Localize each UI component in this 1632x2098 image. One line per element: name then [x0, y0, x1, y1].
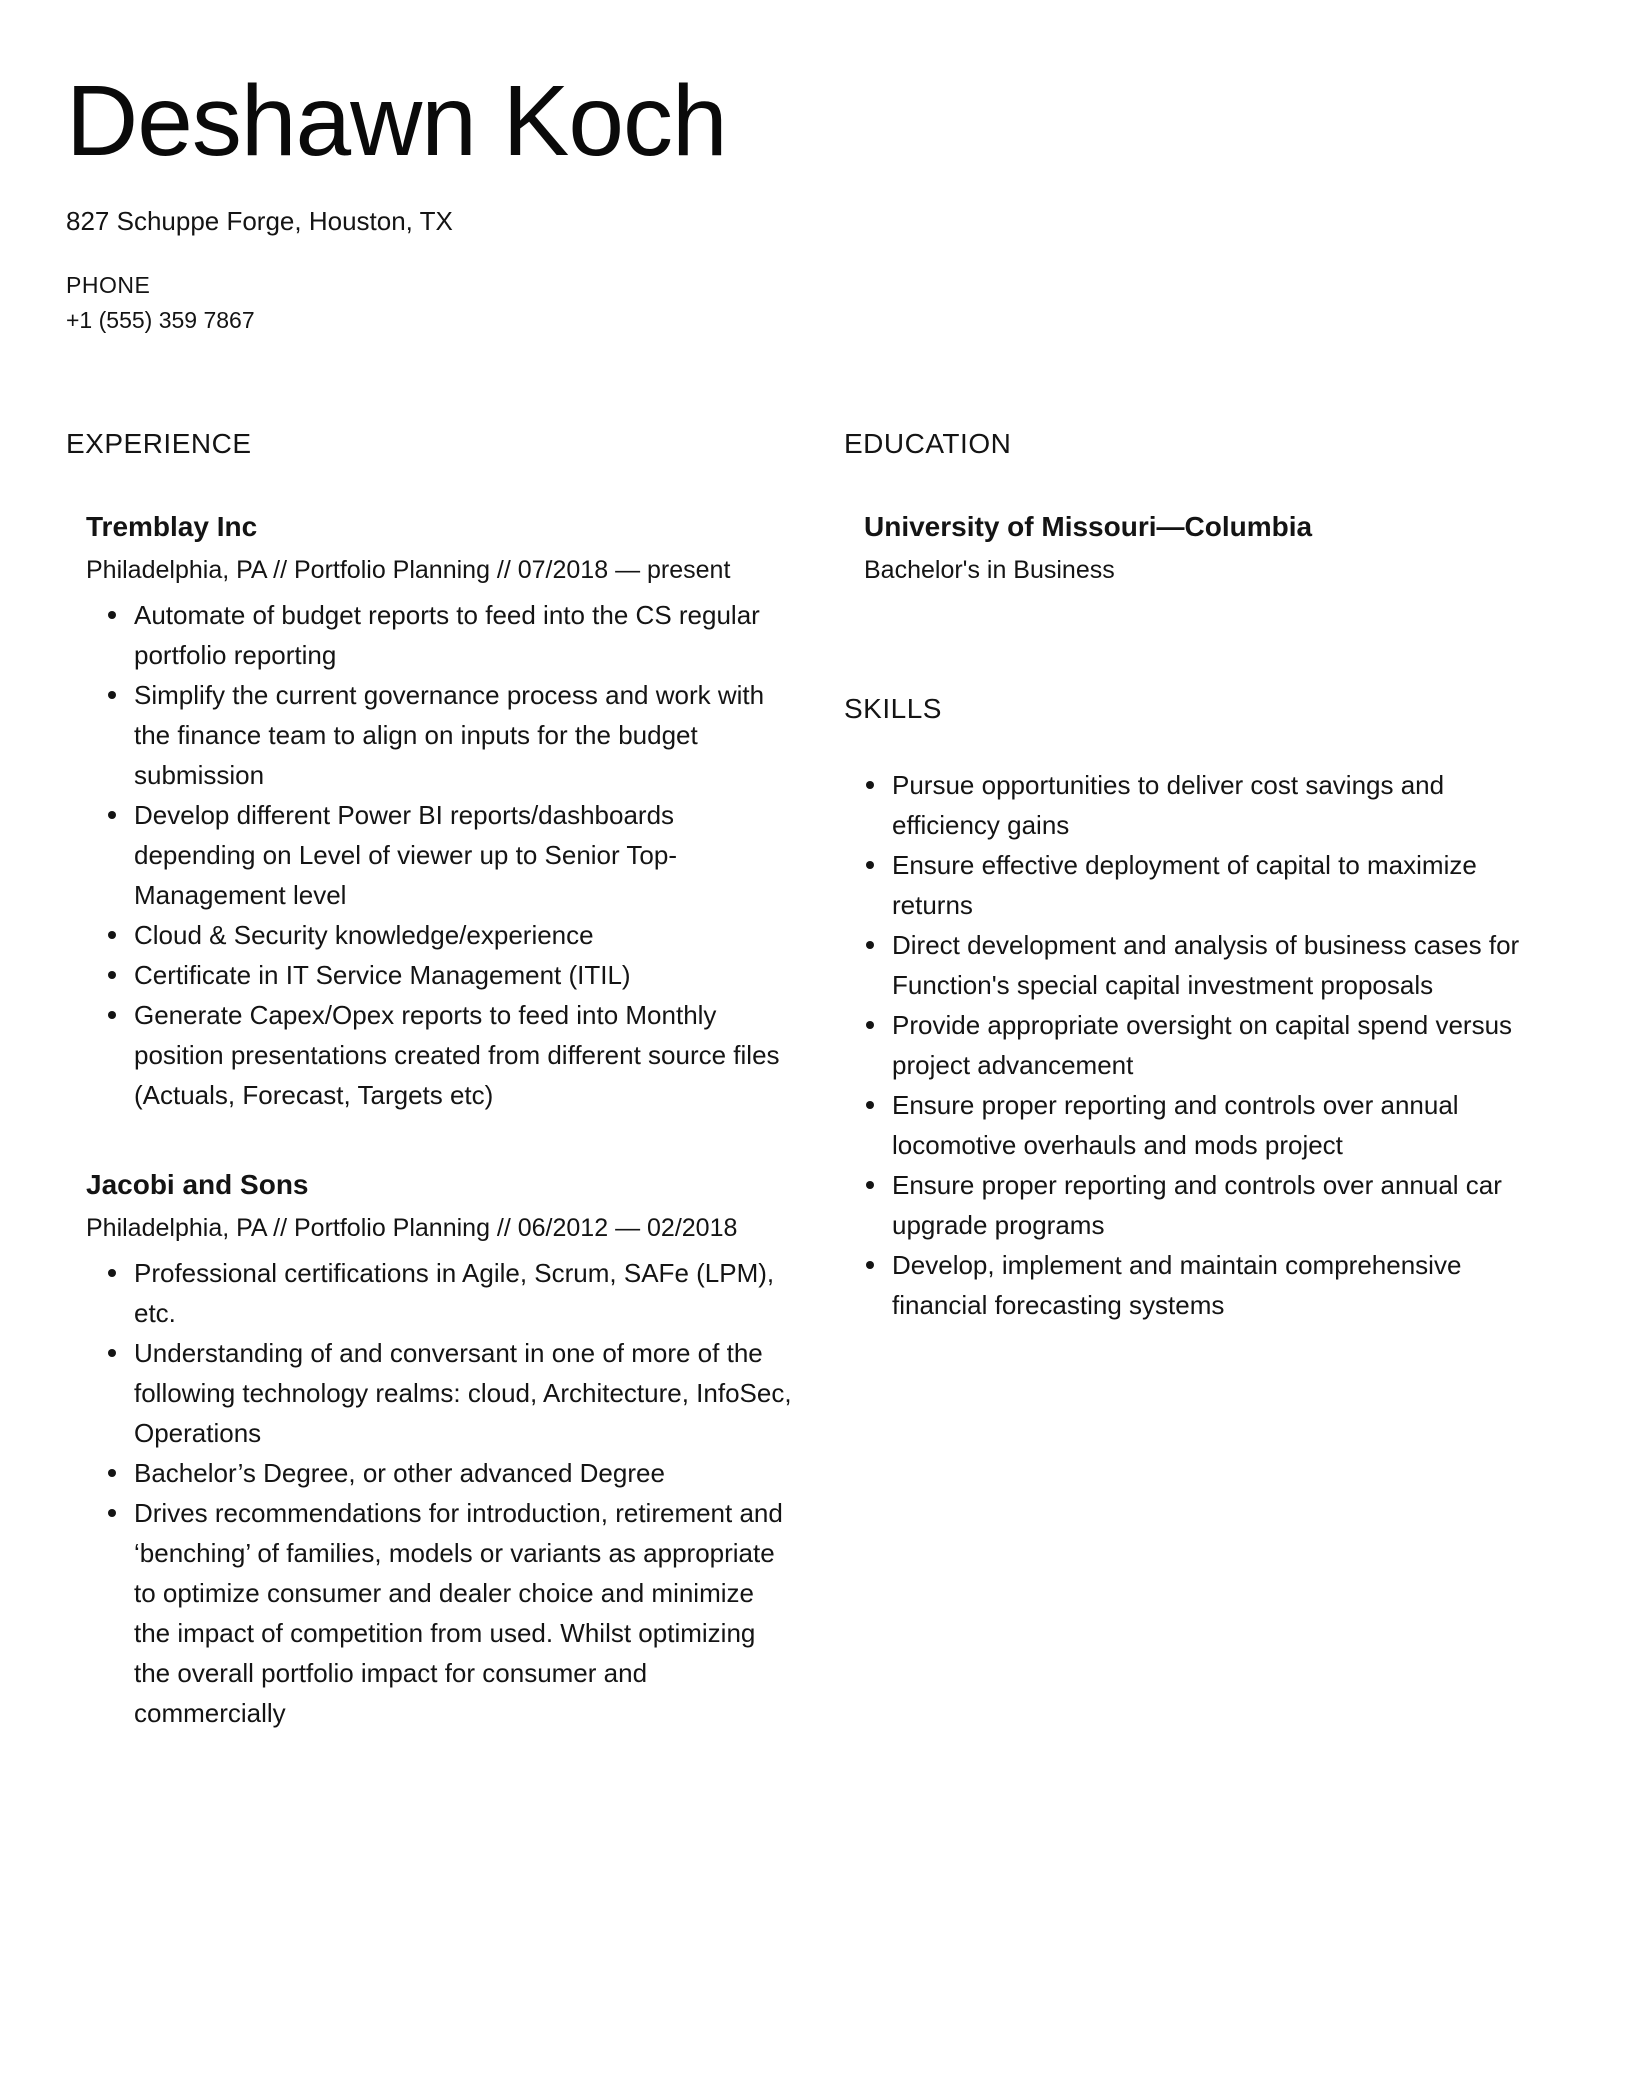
list-item: Simplify the current governance process and work with the finance team to align on inputs for the budget submission [86, 675, 796, 795]
job-entry-jacobi [66, 1167, 796, 1733]
education-heading: EDUCATION [844, 428, 1012, 459]
list-item: Direct development and analysis of business cases for Function's special capital investment proposals [844, 925, 1544, 1005]
list-item: Ensure proper reporting and controls over annual car upgrade programs [844, 1165, 1544, 1245]
job-bullets [86, 1253, 796, 1733]
skills-section [844, 691, 1544, 1325]
list-item: Provide appropriate oversight on capital spend versus project advancement [844, 1005, 1544, 1085]
list-item: Understanding of and conversant in one of more of the following technology realms: cloud, Architecture, InfoSec, Operations [86, 1333, 796, 1453]
skills-heading: SKILLS [844, 693, 942, 724]
job-bullets [86, 595, 796, 1115]
list-item: Automate of budget reports to feed into the CS regular portfolio reporting [86, 595, 796, 675]
list-item: Generate Capex/Opex reports to feed into Monthly position presentations created from different source files (Actuals, Forecast, Targets etc) [86, 995, 796, 1115]
address: 827 Schuppe Forge, Houston, TX [66, 206, 453, 236]
list-item: Bachelor’s Degree, or other advanced Degree [86, 1453, 796, 1493]
candidate-name: Deshawn Koch [66, 65, 727, 177]
phone-number: +1 (555) 359 7867 [66, 307, 255, 333]
list-item: Drives recommendations for introduction, retirement and ‘benching’ of families, models or variants as appropriate to optimize consumer and dealer choice and minimize the impact of competition from used. Whilst optimizing the overall portfolio impact for consumer and commercially [86, 1493, 796, 1733]
job-entry-tremblay [66, 509, 796, 1115]
list-item: Develop, implement and maintain comprehensive financial forecasting systems [844, 1245, 1544, 1325]
degree: Bachelor's in Business [864, 556, 1115, 584]
job-company: Tremblay Inc [86, 511, 258, 542]
education-entry [844, 509, 1544, 587]
job-company: Jacobi and Sons [86, 1169, 309, 1200]
school-name: University of Missouri—Columbia [864, 511, 1313, 542]
list-item: Ensure effective deployment of capital to maximize returns [844, 845, 1544, 925]
list-item: Cloud & Security knowledge/experience [86, 915, 796, 955]
list-item: Ensure proper reporting and controls over annual locomotive overhauls and mods project [844, 1085, 1544, 1165]
experience-section [66, 426, 796, 1733]
experience-heading: EXPERIENCE [66, 428, 252, 459]
education-section [844, 426, 1544, 1325]
list-item: Professional certifications in Agile, Scrum, SAFe (LPM), etc. [86, 1253, 796, 1333]
list-item: Certificate in IT Service Management (ITIL) [86, 955, 796, 995]
skills-list [844, 765, 1544, 1325]
list-item: Pursue opportunities to deliver cost savings and efficiency gains [844, 765, 1544, 845]
list-item: Develop different Power BI reports/dashboards depending on Level of viewer up to Senior Top-Management level [86, 795, 796, 915]
job-meta: Philadelphia, PA // Portfolio Planning // 06/2012 — 02/2018 [86, 1214, 738, 1242]
phone-label: PHONE [66, 272, 151, 298]
job-meta: Philadelphia, PA // Portfolio Planning // 07/2018 — present [86, 556, 731, 584]
